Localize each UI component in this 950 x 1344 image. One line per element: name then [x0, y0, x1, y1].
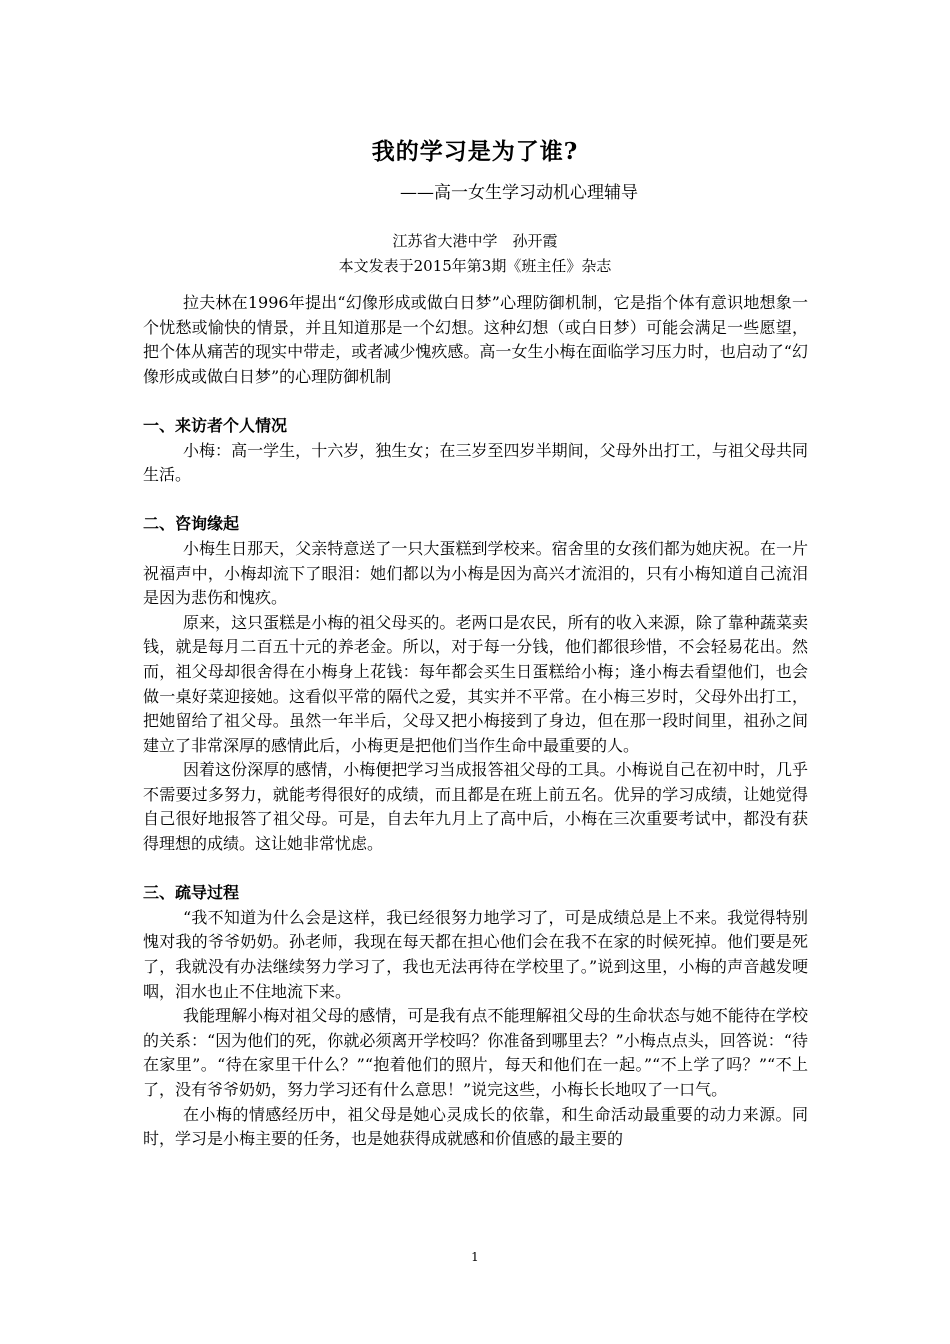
- section-heading-2: 二、咨询缘起: [143, 514, 240, 534]
- section-2-paragraph-2: 原来，这只蛋糕是小梅的祖父母买的。老两口是农民，所有的收入来源，除了靠种蔬菜卖钱，就是每月二百五十元的养老金。所以，对于每一分钱，他们都很珍惜，不会轻易花出。然而，祖父母却很舍得在小梅身上花钱：每年都会买生日蛋糕给小梅；逢小梅去看望他们，也会做一桌好菜迎接她。这看似平常的隔代之爱，其实并不平常。在小梅三岁时，父母外出打工，把她留给了祖父母。虽然一年半后，父母又把小梅接到了身边，但在那一段时间里，祖孙之间建立了非常深厚的感情此后，小梅更是把他们当作生命中最重要的人。: [143, 612, 808, 755]
- page-number: 1: [471, 1250, 479, 1264]
- section-heading-1: 一、来访者个人情况: [143, 415, 288, 435]
- document-body: [143, 291, 808, 1152]
- author-line: 江苏省大港中学 孙开霞: [392, 232, 558, 250]
- intro-paragraph: 拉夫林在1996年提出“幻像形成或做白日梦”心理防御机制，它是指个体有意识地想象一个忧愁或愉快的情景，并且知道那是一个幻想。这种幻想（或白日梦）可能会满足一些愿望，把个体从痛苦的现实中带走，或者减少愧疚感。高一女生小梅在面临学习压力时，也启动了“幻像形成或做白日梦”的心理防御机制: [143, 293, 808, 386]
- section-2-paragraph-3: 因着这份深厚的感情，小梅便把学习当成报答祖父母的工具。小梅说自己在初中时，几乎不需要过多努力，就能考得很好的成绩，而且都是在班上前五名。优异的学习成绩，让她觉得自己很好地报答了祖父母。可是，自去年九月上了高中后，小梅在三次重要考试中，都没有获得理想的成绩。这让她非常忧虑。: [143, 760, 808, 854]
- section-heading-3: 三、疏导过程: [143, 883, 240, 903]
- section-3-paragraph-3: 在小梅的情感经历中，祖父母是她心灵成长的依靠，和生命活动最重要的动力来源。同时，学习是小梅主要的任务，也是她获得成就感和价值感的最主要的: [143, 1104, 808, 1149]
- section-2-paragraph-1: 小梅生日那天，父亲特意送了一只大蛋糕到学校来。宿舍里的女孩们都为她庆祝。在一片祝福声中，小梅却流下了眼泪：她们都以为小梅是因为高兴才流泪的，只有小梅知道自己流泪是因为悲伤和愧疚。: [143, 538, 808, 608]
- section-1-paragraph-1: 小梅：高一学生，十六岁，独生女；在三岁至四岁半期间，父母外出打工，与祖父母共同生活。: [143, 440, 808, 485]
- document-title: 我的学习是为了谁?: [371, 138, 579, 165]
- section-3-paragraph-1: “我不知道为什么会是这样，我已经很努力地学习了，可是成绩总是上不来。我觉得特别愧对我的爷爷奶奶。孙老师，我现在每天都在担心他们会在我不在家的时候死掉。他们要是死了，我就没有办法继续努力学习了，我也无法再待在学校里了。”说到这里，小梅的声音越发哽咽，泪水也止不住地流下来。: [143, 907, 808, 1001]
- document-subtitle: ——高一女生学习动机心理辅导: [400, 183, 638, 203]
- publication-line: 本文发表于2015年第3期《班主任》杂志: [338, 257, 612, 275]
- author-block: [0, 229, 950, 279]
- section-3-paragraph-2: 我能理解小梅对祖父母的感情，可是我有点不能理解祖父母的生命状态与她不能待在学校的关系：“因为他们的死，你就必须离开学校吗？你准备到哪里去？”小梅点点头，回答说：“待在家里”。“待在家里干什么？”“抱着他们的照片，每天和他们在一起。”“不上学了吗？”“不上了，没有爷爷奶奶，努力学习还有什么意思！”说完这些，小梅长长地叹了一口气。: [143, 1006, 808, 1099]
